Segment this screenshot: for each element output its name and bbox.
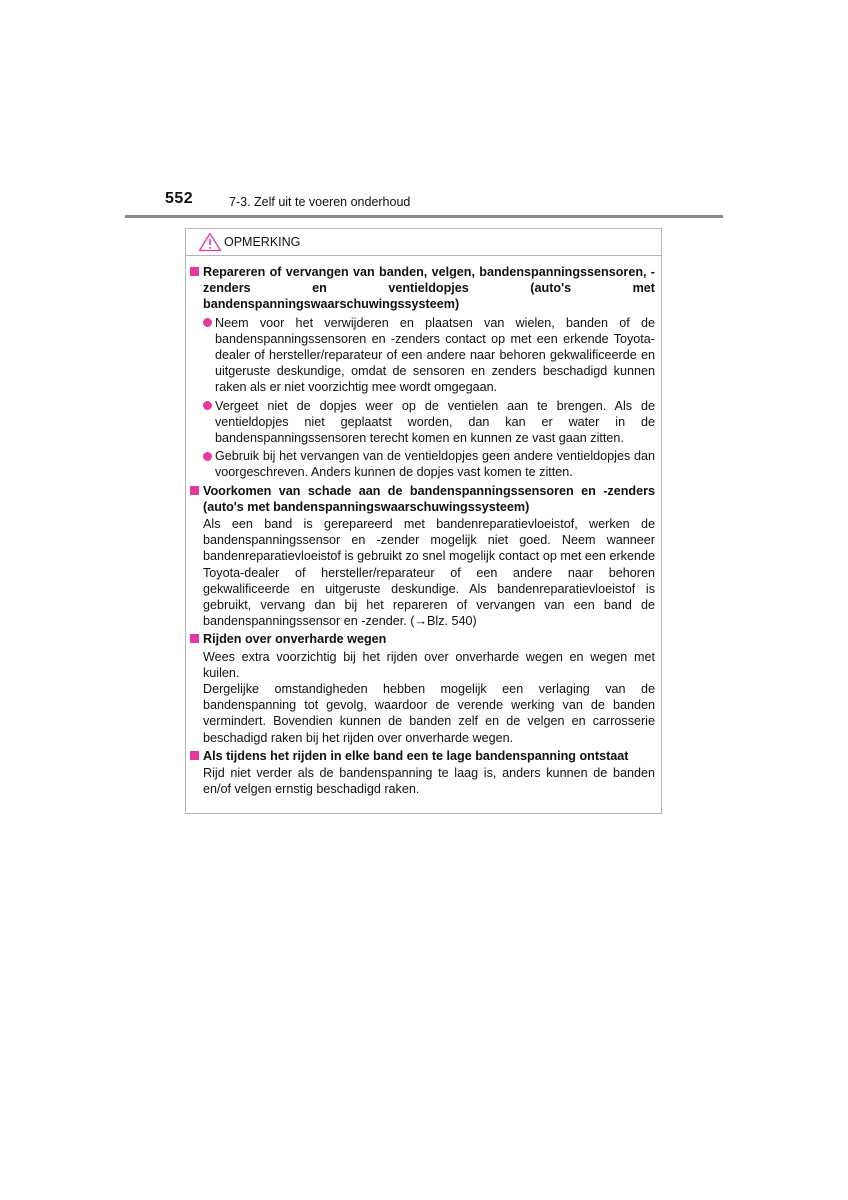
section-heading [190,748,655,764]
list-item-text: Gebruik bij het vervangen van de ventieldopjes geen andere ventieldopjes dan voorgeschreven. Anders kunnen de dopjes vast komen te zitten. [215,449,655,480]
paragraph: Rijd niet verder als de bandenspanning te laag is, anders kunnen de banden en/of velgen ernstig beschadigd raken. [203,766,655,797]
circle-bullet-icon [203,452,212,461]
paragraph: Als een band is gerepareerd met bandenreparatievloeistof, werken de bandenspanningssensor en -zender mogelijk niet goed. Neem wanneer bandenreparatievloeistof is gebruikt zo snel mogelijk contact op met een erkende Toyota-dealer of hersteller/reparateur of een andere naar behoren gekwalificeerde en uitgeruste deskundige. Als bandenreparatievloeistof is gebruikt, vervang dan bij het repareren of vervangen van een band de bandenspanningssensor en -zender. (→Blz. 540) [203,517,655,629]
warning-triangle-icon [198,232,222,252]
paragraph: Dergelijke omstandigheden hebben mogelijk een verlaging van de bandenspanning tot gevolg, waardoor de verende werking van de banden vermindert. Bovendien kunnen de banden zelf en de velgen en carrosserie beschadigd raken bij het rijden over onverharde wegen. [203,682,655,745]
page-number: 552 [165,190,194,207]
notice-section [190,748,655,798]
list-item [203,398,655,447]
section-title-text: Repareren of vervangen van banden, velgen, bandenspanningssensoren, -zenders en ventieldopjes (auto's met bandenspanningswaarschuwingssysteem) [203,265,655,312]
section-title-text: Voorkomen van schade aan de bandenspanningssensoren en -zenders (auto's met bandenspanningswaarschuwingssysteem) [203,483,655,514]
notice-header [186,229,661,256]
square-bullet-icon [190,634,199,643]
square-bullet-icon [190,751,199,760]
section-title-text: Als tijdens het rijden in elke band een te lage bandenspanning ontstaat [203,748,629,763]
section-title: 7-3. Zelf uit te voeren onderhoud [229,195,411,209]
notice-section [190,483,655,630]
paragraph: Wees extra voorzichtig bij het rijden over onverharde wegen en wegen met kuilen. [203,649,655,680]
list-item [203,448,655,480]
section-heading [190,631,655,647]
notice-label: OPMERKING [224,235,301,249]
circle-bullet-icon [203,401,212,410]
circle-bullet-icon [203,318,212,327]
list-item-text: Neem voor het verwijderen en plaatsen van wielen, banden of de bandenspanningssensoren en -zenders contact op met een erkende Toyota-dealer of hersteller/reparateur of een andere naar behoren gekwalificeerde en uitgeruste deskundige, omdat de sensoren en zenders beschadigd kunnen raken als er niet voorzichtig mee wordt omgegaan. [215,315,655,395]
square-bullet-icon [190,267,199,276]
section-heading [190,264,655,313]
notice-body [186,256,661,798]
notice-section [190,631,655,745]
notice-section [190,264,655,481]
notice-box [185,228,662,814]
square-bullet-icon [190,486,199,495]
header-divider [125,215,723,218]
list-item-text: Vergeet niet de dopjes weer op de ventielen aan te brengen. Als de ventieldopjes niet geplaatst worden, dan kan er water in de bandenspanningssensoren terecht komen en kunnen ze vast gaan zitten. [215,398,655,446]
section-heading [190,483,655,515]
list-item [203,315,655,396]
section-title-text: Rijden over onverharde wegen [203,632,387,647]
